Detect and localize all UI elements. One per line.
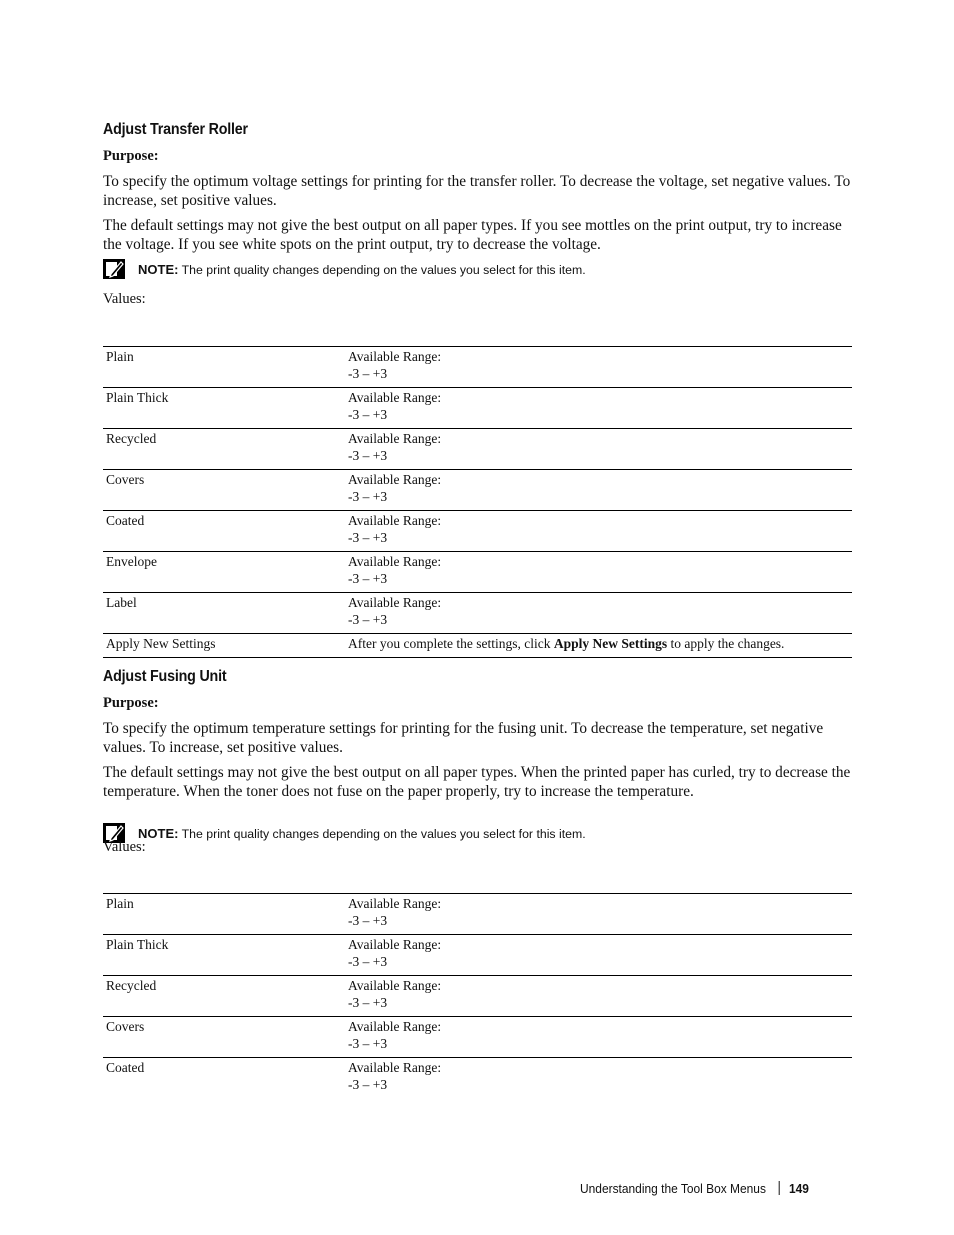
range-label: Available Range: <box>348 349 442 364</box>
range-label: Available Range: <box>348 896 442 911</box>
range-value: -3 – +3 <box>348 489 388 504</box>
default-settings-paragraph: The default settings may not give the best output on all paper types. If you see mottles on the print output, try to increase the voltage. If you see white spots on the print output, try to decrease the voltage. <box>103 217 842 253</box>
note-label: NOTE: <box>138 262 179 277</box>
values-label: Values: <box>103 291 146 307</box>
range-label: Available Range: <box>348 1019 442 1034</box>
purpose-label: Purpose: <box>103 695 159 711</box>
paper-type-cell: Envelope <box>106 554 157 569</box>
table-row-apply <box>103 634 852 658</box>
range-cell <box>345 511 852 552</box>
table-row <box>103 1058 852 1099</box>
purpose-label-block <box>103 695 853 712</box>
table-row <box>103 593 852 634</box>
paper-type-cell: Plain <box>106 896 134 911</box>
range-cell <box>345 470 852 511</box>
paper-type-cell: Plain Thick <box>106 937 169 952</box>
range-cell <box>345 894 852 935</box>
purpose-paragraph: To specify the optimum temperature settings for printing for the fusing unit. To decrease the temperature, set negative values. To increase, set positive values. <box>103 720 824 756</box>
note-label: NOTE: <box>138 826 179 841</box>
transfer-roller-values-table <box>103 346 852 658</box>
table-row <box>103 976 852 1017</box>
range-label: Available Range: <box>348 595 442 610</box>
range-cell <box>345 429 852 470</box>
range-value: -3 – +3 <box>348 366 388 381</box>
range-label: Available Range: <box>348 1060 442 1075</box>
table-row <box>103 894 852 935</box>
values-label-block <box>103 291 853 308</box>
values-label: Values: <box>103 839 146 855</box>
paper-type-cell: Coated <box>106 513 145 528</box>
range-label: Available Range: <box>348 513 442 528</box>
apply-description-cell <box>345 634 852 658</box>
range-cell <box>345 552 852 593</box>
paragraph-block <box>103 763 853 801</box>
range-label: Available Range: <box>348 390 442 405</box>
apply-text-bold: Apply New Settings <box>553 636 668 651</box>
note-text: The print quality changes depending on the values you select for this item. <box>181 263 586 277</box>
paper-type-cell: Coated <box>106 1060 145 1075</box>
range-label: Available Range: <box>348 472 442 487</box>
range-value: -3 – +3 <box>348 571 388 586</box>
values-table-block <box>103 893 853 1098</box>
purpose-label-block <box>103 148 853 165</box>
range-value: -3 – +3 <box>348 407 388 422</box>
paper-type-cell: Recycled <box>106 431 157 446</box>
page-number: 149 <box>788 1181 809 1196</box>
purpose-paragraph: To specify the optimum voltage settings for printing for the transfer roller. To decrease the voltage, set negative values. To increase, set positive values. <box>103 173 851 209</box>
page-footer <box>580 1181 809 1196</box>
table-row <box>103 388 852 429</box>
table-row <box>103 1017 852 1058</box>
paper-type-cell: Plain Thick <box>106 390 169 405</box>
range-value: -3 – +3 <box>348 448 388 463</box>
table-row <box>103 511 852 552</box>
paper-type-cell: Label <box>106 595 137 610</box>
table-row <box>103 552 852 593</box>
values-label-block <box>103 839 853 856</box>
note-block <box>103 262 888 278</box>
section-adjust-fusing-unit <box>103 668 853 686</box>
range-label: Available Range: <box>348 431 442 446</box>
range-value: -3 – +3 <box>348 612 388 627</box>
range-cell <box>345 1058 852 1099</box>
range-value: -3 – +3 <box>348 995 388 1010</box>
values-table-block <box>103 346 853 658</box>
apply-settings-cell: Apply New Settings <box>106 636 216 651</box>
paper-type-cell: Covers <box>106 472 145 487</box>
range-value: -3 – +3 <box>348 1036 388 1051</box>
footer-separator <box>779 1181 780 1195</box>
apply-text-before: After you complete the settings, click <box>348 636 554 651</box>
purpose-label: Purpose: <box>103 148 159 164</box>
range-value: -3 – +3 <box>348 954 388 969</box>
range-cell <box>345 1017 852 1058</box>
range-cell <box>345 593 852 634</box>
range-value: -3 – +3 <box>348 530 388 545</box>
table-row <box>103 429 852 470</box>
note-pencil-icon <box>103 259 125 279</box>
section-heading: Adjust Fusing Unit <box>103 668 227 685</box>
note-text: The print quality changes depending on the values you select for this item. <box>181 827 586 841</box>
table-row <box>103 935 852 976</box>
paper-type-cell: Plain <box>106 349 134 364</box>
range-cell <box>345 347 852 388</box>
paragraph-block <box>103 216 853 254</box>
range-label: Available Range: <box>348 978 442 993</box>
range-cell <box>345 935 852 976</box>
paper-type-cell: Covers <box>106 1019 145 1034</box>
paragraph-block <box>103 719 853 757</box>
table-row <box>103 470 852 511</box>
paragraph-block <box>103 172 853 210</box>
range-label: Available Range: <box>348 554 442 569</box>
footer-title: Understanding the Tool Box Menus <box>580 1181 766 1196</box>
range-cell <box>345 388 852 429</box>
range-cell <box>345 976 852 1017</box>
range-label: Available Range: <box>348 937 442 952</box>
paper-type-cell: Recycled <box>106 978 157 993</box>
default-settings-paragraph: The default settings may not give the best output on all paper types. When the printed paper has curled, try to decrease the temperature. When the toner does not fuse on the paper properly, try to increase the temperature. <box>103 764 851 800</box>
section-heading: Adjust Transfer Roller <box>103 121 248 138</box>
range-value: -3 – +3 <box>348 913 388 928</box>
range-value: -3 – +3 <box>348 1077 388 1092</box>
table-row <box>103 347 852 388</box>
section-adjust-transfer-roller <box>103 121 853 139</box>
apply-text-after: to apply the changes. <box>667 636 785 651</box>
fusing-unit-values-table <box>103 893 852 1098</box>
